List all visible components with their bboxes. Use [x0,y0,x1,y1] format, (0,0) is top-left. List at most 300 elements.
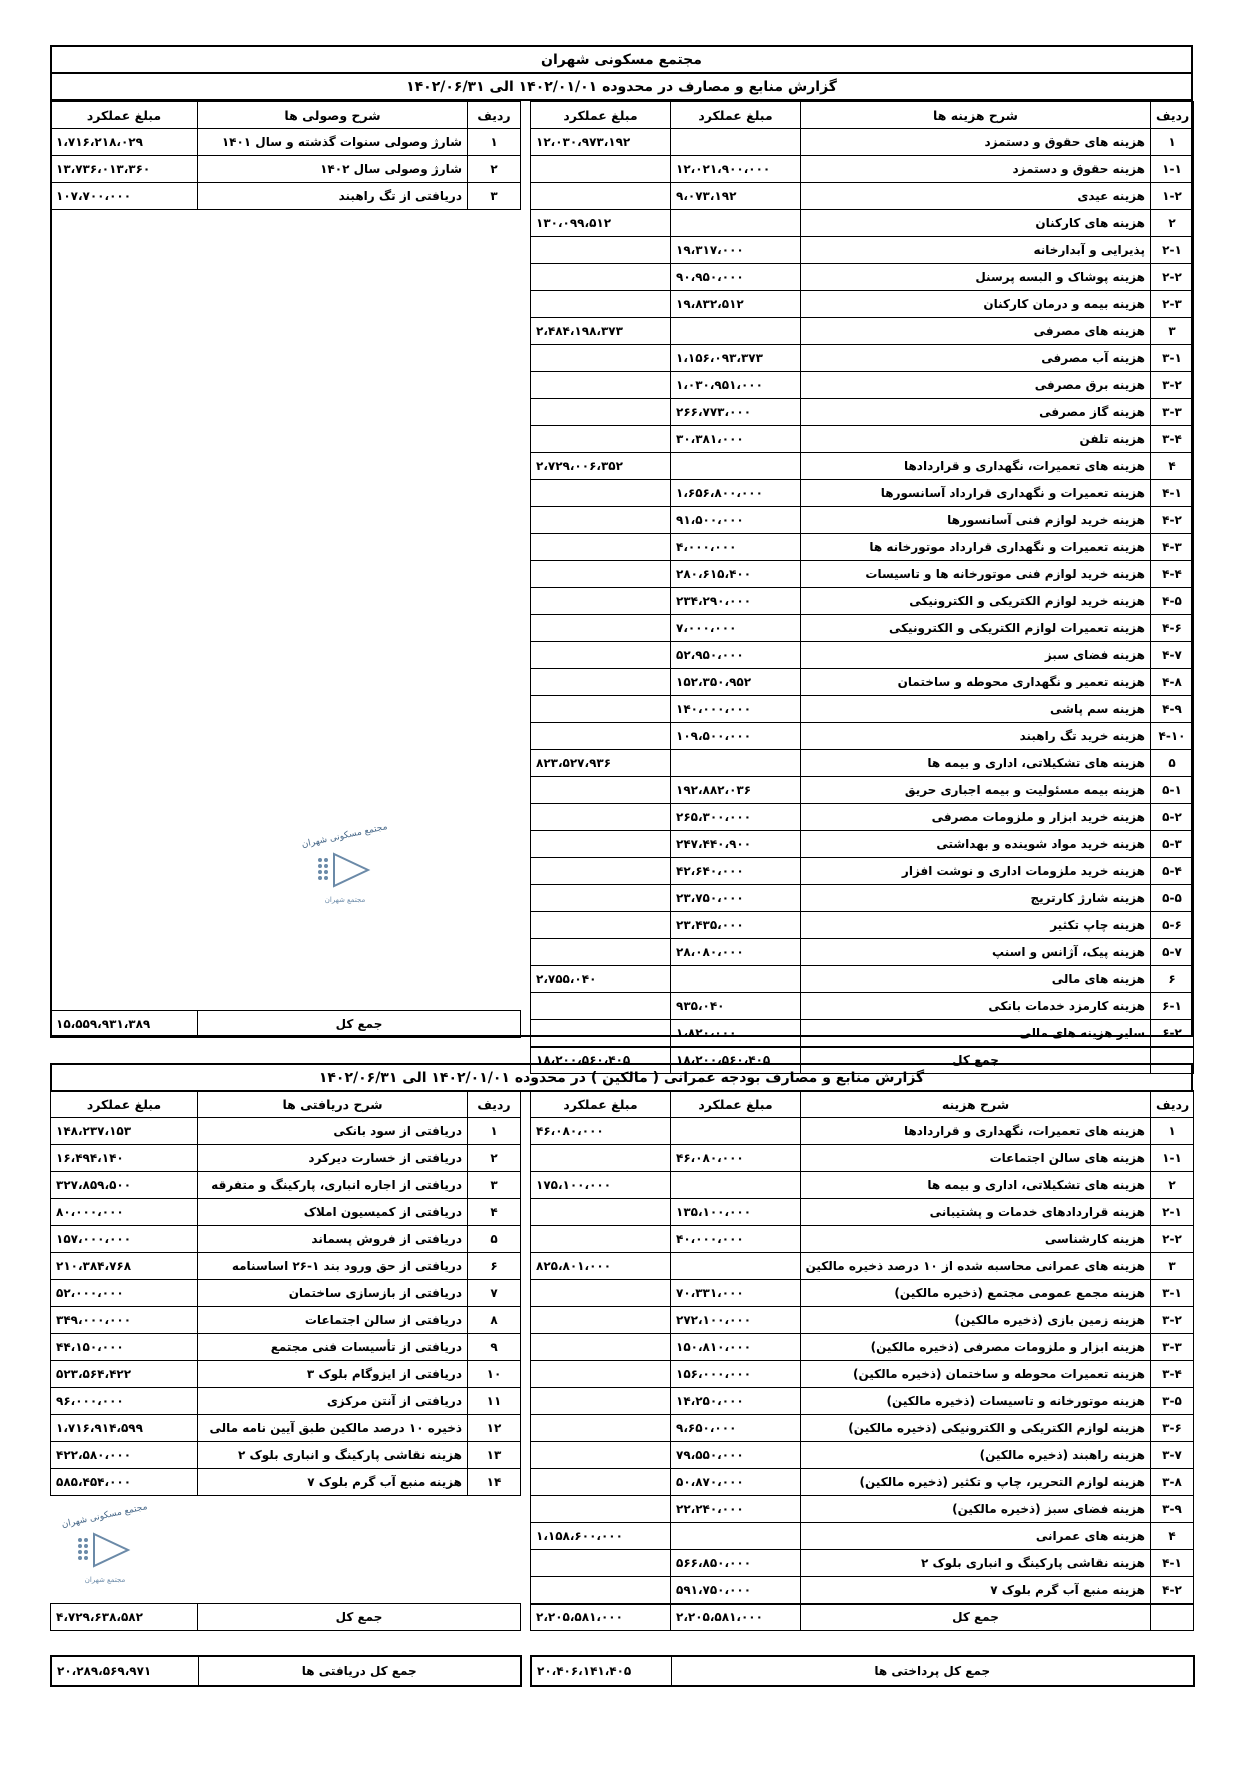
receipt-amount-cell: ۱،۷۱۶،۹۱۴،۵۹۹ [51,1415,198,1442]
expense-total-cell [531,1415,671,1442]
expense-row-number: ۵ [1151,750,1194,777]
receipt-row [51,1172,521,1199]
expense-row-number: ۴-۱ [1151,1550,1194,1577]
expense-row-number: ۵-۱ [1151,777,1194,804]
expense-amount-cell [671,1523,801,1550]
expense-row [531,1415,1194,1442]
receipt-row [51,183,521,210]
expense-row-number: ۲ [1151,210,1194,237]
receipt-row [51,1226,521,1253]
receipt-row [51,1469,521,1496]
receipt-amount-cell: ۱۴۸،۲۳۷،۱۵۳ [51,1118,198,1145]
expense-row-number: ۳-۵ [1151,1388,1194,1415]
expense-row [531,669,1194,696]
receipt-amount-cell: ۹۶،۰۰۰،۰۰۰ [51,1388,198,1415]
expense-amount-cell: ۲۴۷،۴۴۰،۹۰۰ [671,831,801,858]
receipt-row-number: ۱۲ [468,1415,521,1442]
expense-desc-cell: هزینه فضای سبز [801,642,1151,669]
expense-row-number: ۳-۴ [1151,1361,1194,1388]
receipt-row [51,1361,521,1388]
expense-amount-cell: ۱۹،۳۱۷،۰۰۰ [671,237,801,264]
receipt-amount-cell: ۲۱۰،۳۸۴،۷۶۸ [51,1253,198,1280]
expense-desc-cell: هزینه نقاشی پارکینگ و انباری بلوک ۲ [801,1550,1151,1577]
expense-row-number: ۳-۲ [1151,372,1194,399]
expense-total-cell [531,1334,671,1361]
expense-desc-cell: هزینه ابزار و ملزومات مصرفی (ذخیره مالکین) [801,1334,1151,1361]
expense-row [531,1361,1194,1388]
expense-row [531,480,1194,507]
expense-total-cell: ۱،۱۵۸،۶۰۰،۰۰۰ [531,1523,671,1550]
expense-amount-cell [671,318,801,345]
expense-grand-total: ۲،۲۰۵،۵۸۱،۰۰۰ [531,1604,671,1631]
expense-desc-cell: هزینه منبع آب گرم بلوک ۷ [801,1577,1151,1604]
expense-row [531,237,1194,264]
expense-amount-cell: ۴۶،۰۸۰،۰۰۰ [671,1145,801,1172]
expense-row-number: ۴-۹ [1151,696,1194,723]
receipt-header-amount: مبلغ عملکرد [51,102,198,129]
receipt-header-desc: شرح وصولی ها [198,102,468,129]
receipt-amount-cell: ۵۲،۰۰۰،۰۰۰ [51,1280,198,1307]
expense-row [531,291,1194,318]
receipt-row [51,156,521,183]
receipt-header-row: ردیف [468,1091,521,1118]
expense-row [531,264,1194,291]
report2-expense-table [530,1090,1194,1631]
header-amount: مبلغ عملکرد [671,102,801,129]
expense-total-cell [531,804,671,831]
expense-total-cell: ۲،۷۵۵،۰۴۰ [531,966,671,993]
expense-total-cell [531,507,671,534]
header-row: ردیف [1151,1091,1194,1118]
expense-row [531,534,1194,561]
expense-row-number: ۴-۴ [1151,561,1194,588]
expense-amount-cell: ۲۳۴،۲۹۰،۰۰۰ [671,588,801,615]
receipt-row-number: ۱۱ [468,1388,521,1415]
receipt-desc-cell: هزینه منبع آب گرم بلوک ۷ [198,1469,468,1496]
expense-total-cell [531,858,671,885]
expense-amount-cell: ۱۹۲،۸۸۲،۰۳۶ [671,777,801,804]
expense-amount-cell: ۵۹۱،۷۵۰،۰۰۰ [671,1577,801,1604]
receipt-row [51,1388,521,1415]
report2-subtitle: گزارش منابع و مصارف بودجه عمرانی ( مالکین ) در محدوده ۱۴۰۲/۰۱/۰۱ الی ۱۴۰۲/۰۶/۳۱ [51,1064,1192,1091]
receipt-amount-cell: ۵۲۳،۵۶۴،۴۲۲ [51,1361,198,1388]
receipt-row-number: ۵ [468,1226,521,1253]
expense-desc-cell: هزینه های مالی [801,966,1151,993]
expense-total-cell [531,561,671,588]
expense-amount-cell: ۹۱،۵۰۰،۰۰۰ [671,507,801,534]
expense-desc-cell: هزینه گاز مصرفی [801,399,1151,426]
expense-total-cell [531,615,671,642]
expense-row-number: ۲ [1151,1172,1194,1199]
expense-row [531,723,1194,750]
expense-desc-cell: هزینه های عمرانی [801,1523,1151,1550]
expense-row [531,615,1194,642]
expense-desc-cell: هزینه پیک، آژانس و اسنپ [801,939,1151,966]
expense-total-cell [531,1020,671,1047]
expense-row-number: ۳-۱ [1151,1280,1194,1307]
receipt-desc-cell: دریافتی از حق ورود بند ۱-۲۶ اساسنامه [198,1253,468,1280]
expense-total-cell [531,480,671,507]
expense-amount-cell: ۱۵۲،۳۵۰،۹۵۲ [671,669,801,696]
expense-row-number: ۳-۳ [1151,1334,1194,1361]
expense-desc-cell: هزینه های تشکیلاتی، اداری و بیمه ها [801,750,1151,777]
expense-total-cell [531,777,671,804]
receipt-row-number: ۸ [468,1307,521,1334]
expense-total-cell [531,1577,671,1604]
expense-row [531,912,1194,939]
expense-row-number: ۶ [1151,966,1194,993]
expense-row [531,1280,1194,1307]
receipt-row-number: ۱۴ [468,1469,521,1496]
expense-row-number: ۴-۳ [1151,534,1194,561]
receipt-row [51,1118,521,1145]
report1-receipt-table [50,101,521,210]
receipt-row [51,1334,521,1361]
expense-row [531,885,1194,912]
receipts-total-amount: ۲۰،۲۸۹،۵۶۹،۹۷۱ [51,1656,198,1686]
expense-amount-cell: ۱۰۹،۵۰۰،۰۰۰ [671,723,801,750]
expense-row [531,1307,1194,1334]
header-row: ردیف [1151,102,1194,129]
expense-total-cell [531,885,671,912]
expense-row [531,1550,1194,1577]
expense-row [531,399,1194,426]
svg-text:مجتمع مسکونی شهران: مجتمع مسکونی شهران [60,1502,149,1531]
expense-row [531,1496,1194,1523]
svg-text:مجتمع مسکونی شهران: مجتمع مسکونی شهران [300,822,389,851]
header-amount-total: مبلغ عملکرد [531,102,671,129]
receipt-row [51,1199,521,1226]
receipt-grand-total: ۴،۷۲۹،۶۳۸،۵۸۲ [51,1604,198,1631]
report2-receipt-table [50,1090,521,1496]
expense-desc-cell: هزینه های کارکنان [801,210,1151,237]
receipt-grand-total: ۱۵،۵۵۹،۹۳۱،۳۸۹ [51,1011,198,1038]
expense-amount-cell: ۲۶۶،۷۷۳،۰۰۰ [671,399,801,426]
expense-grand-amount: ۲،۲۰۵،۵۸۱،۰۰۰ [671,1604,801,1631]
expense-row-number: ۴ [1151,453,1194,480]
expense-amount-cell [671,1172,801,1199]
receipt-total-label: جمع کل [198,1011,521,1038]
expense-row-number: ۶-۱ [1151,993,1194,1020]
expense-total-cell [531,1442,671,1469]
expense-total-label: جمع کل [801,1047,1151,1074]
expense-amount-cell: ۹۳۵،۰۴۰ [671,993,801,1020]
expense-amount-cell: ۴،۰۰۰،۰۰۰ [671,534,801,561]
expense-row [531,372,1194,399]
receipt-row [51,129,521,156]
expense-total-cell [531,939,671,966]
expense-amount-cell: ۵۶۶،۸۵۰،۰۰۰ [671,1550,801,1577]
expense-row [531,588,1194,615]
receipt-row-number: ۱۳ [468,1442,521,1469]
expense-total-cell [531,1469,671,1496]
expense-amount-cell [671,129,801,156]
expense-row-number: ۳-۲ [1151,1307,1194,1334]
expense-amount-cell: ۷۹،۵۵۰،۰۰۰ [671,1442,801,1469]
receipt-amount-cell: ۱۵۷،۰۰۰،۰۰۰ [51,1226,198,1253]
expense-total-cell: ۱۷۵،۱۰۰،۰۰۰ [531,1172,671,1199]
expense-total-label: جمع کل [801,1604,1151,1631]
receipt-amount-cell: ۸۰،۰۰۰،۰۰۰ [51,1199,198,1226]
svg-text:مجتمع شهران: مجتمع شهران [324,896,366,904]
payments-total-amount: ۲۰،۴۰۶،۱۴۱،۴۰۵ [531,1656,671,1686]
receipt-desc-cell: شارژ وصولی سال ۱۴۰۲ [198,156,468,183]
expense-amount-cell: ۴۰،۰۰۰،۰۰۰ [671,1226,801,1253]
report1-complex-title: مجتمع مسکونی شهران [51,46,1192,73]
expense-amount-cell: ۲۸،۰۸۰،۰۰۰ [671,939,801,966]
expense-row [531,156,1194,183]
expense-row-number: ۳-۹ [1151,1496,1194,1523]
receipt-row-number: ۲ [468,1145,521,1172]
receipt-row [51,1442,521,1469]
expense-total-cell [531,588,671,615]
expense-row [531,318,1194,345]
expense-row-number: ۵-۵ [1151,885,1194,912]
receipt-desc-cell: دریافتی از خسارت دیرکرد [198,1145,468,1172]
receipt-amount-cell: ۵۸۵،۴۵۴،۰۰۰ [51,1469,198,1496]
expense-desc-cell: هزینه پوشاک و البسه پرسنل [801,264,1151,291]
expense-desc-cell: هزینه تعمیرات لوازم الکتریکی و الکترونیکی [801,615,1151,642]
receipt-row-number: ۱ [468,1118,521,1145]
expense-total-cell [531,345,671,372]
receipt-row [51,1253,521,1280]
expense-row-number: ۵-۴ [1151,858,1194,885]
expense-desc-cell: هزینه خرید ملزومات اداری و نوشت افزار [801,858,1151,885]
header-desc: شرح هزینه ها [801,102,1151,129]
expense-total-cell [531,669,671,696]
expense-amount-cell: ۱،۸۲۰،۰۰۰ [671,1020,801,1047]
expense-total-cell [531,426,671,453]
expense-amount-cell: ۱،۱۵۶،۰۹۳،۳۷۳ [671,345,801,372]
receipt-desc-cell: دریافتی از تأسیسات فنی مجتمع [198,1334,468,1361]
expense-amount-cell [671,453,801,480]
expense-row [531,561,1194,588]
expense-amount-cell: ۲۳،۴۳۵،۰۰۰ [671,912,801,939]
expense-total-cell [531,534,671,561]
receipt-desc-cell: دریافتی از اجاره انباری، پارکینگ و متفرقه [198,1172,468,1199]
receipt-row [51,1415,521,1442]
expense-amount-cell: ۹۰،۹۵۰،۰۰۰ [671,264,801,291]
expense-row [531,777,1194,804]
receipt-amount-cell: ۴۲۲،۵۸۰،۰۰۰ [51,1442,198,1469]
expense-amount-cell [671,210,801,237]
expense-row [531,1226,1194,1253]
expense-row-number: ۴-۵ [1151,588,1194,615]
receipt-header-amount: مبلغ عملکرد [51,1091,198,1118]
expense-row [531,966,1194,993]
receipt-row-number: ۱۰ [468,1361,521,1388]
expense-row [531,1334,1194,1361]
expense-row-number: ۳-۸ [1151,1469,1194,1496]
expense-desc-cell: هزینه خرید ابزار و ملزومات مصرفی [801,804,1151,831]
expense-amount-cell: ۱،۶۵۶،۸۰۰،۰۰۰ [671,480,801,507]
expense-row-number: ۵-۲ [1151,804,1194,831]
receipt-row [51,1280,521,1307]
expense-row [531,1523,1194,1550]
receipt-amount-cell: ۳۲۷،۸۵۹،۵۰۰ [51,1172,198,1199]
expense-desc-cell: هزینه موتورخانه و تاسیسات (ذخیره مالکین) [801,1388,1151,1415]
expense-amount-cell: ۵۰،۸۷۰،۰۰۰ [671,1469,801,1496]
expense-desc-cell: هزینه های عمرانی محاسبه شده از ۱۰ درصد ذخیره مالکین [801,1253,1151,1280]
expense-row-number: ۳-۷ [1151,1442,1194,1469]
expense-row-number: ۲-۳ [1151,291,1194,318]
expense-row-number: ۴-۶ [1151,615,1194,642]
expense-desc-cell: هزینه آب مصرفی [801,345,1151,372]
expense-amount-cell: ۱۵۶،۰۰۰،۰۰۰ [671,1361,801,1388]
expense-grand-amount: ۱۸،۲۰۰،۵۶۰،۴۰۵ [671,1047,801,1074]
expense-desc-cell: هزینه چاپ تکثیر [801,912,1151,939]
report1-expense-table [530,101,1194,1074]
grand-total-receipts [50,1655,522,1687]
expense-total-cell [531,264,671,291]
expense-amount-cell: ۲۶۵،۳۰۰،۰۰۰ [671,804,801,831]
expense-desc-cell: هزینه های مصرفی [801,318,1151,345]
expense-row [531,858,1194,885]
receipt-desc-cell: دریافتی از فروش پسماند [198,1226,468,1253]
expense-desc-cell: هزینه قراردادهای خدمات و پشتیبانی [801,1199,1151,1226]
receipt-amount-cell: ۴۴،۱۵۰،۰۰۰ [51,1334,198,1361]
expense-row-number: ۳-۱ [1151,345,1194,372]
expense-row-number: ۳ [1151,1253,1194,1280]
expense-row-number: ۴-۲ [1151,507,1194,534]
expense-total-cell: ۱۳۰،۰۹۹،۵۱۲ [531,210,671,237]
receipt-row-number: ۲ [468,156,521,183]
expense-total-cell [531,372,671,399]
expense-desc-cell: هزینه تلفن [801,426,1151,453]
receipt-desc-cell: دریافتی از سالن اجتماعات [198,1307,468,1334]
header-desc: شرح هزینه [801,1091,1151,1118]
expense-row [531,804,1194,831]
expense-desc-cell: هزینه شارژ کارتریج [801,885,1151,912]
expense-row-number: ۱-۲ [1151,183,1194,210]
payments-total-label: جمع کل پرداختی ها [671,1656,1194,1686]
receipt-amount-cell: ۱۳،۷۳۶،۰۱۳،۳۶۰ [51,156,198,183]
expense-desc-cell: هزینه برق مصرفی [801,372,1151,399]
svg-text:مجتمع شهران: مجتمع شهران [84,1576,126,1584]
expense-desc-cell: هزینه لوازم التحریر، چاپ و تکثیر (ذخیره مالکین) [801,1469,1151,1496]
expense-total-cell [531,1145,671,1172]
expense-desc-cell: سایر هزینه های مالی [801,1020,1151,1047]
expense-desc-cell: هزینه خرید لوازم فنی موتورخانه ها و تاسیسات [801,561,1151,588]
receipt-header-desc: شرح دریافتی ها [198,1091,468,1118]
expense-desc-cell: هزینه تعمیرات و نگهداری قرارداد آسانسورها [801,480,1151,507]
expense-row-number: ۳-۶ [1151,1415,1194,1442]
expense-grand-total: ۱۸،۲۰۰،۵۶۰،۴۰۵ [531,1047,671,1074]
header-amount-total: مبلغ عملکرد [531,1091,671,1118]
expense-row-number: ۶-۲ [1151,1020,1194,1047]
expense-desc-cell: هزینه راهبند (ذخیره مالکین) [801,1442,1151,1469]
expense-amount-cell: ۱۵۰،۸۱۰،۰۰۰ [671,1334,801,1361]
expense-desc-cell: هزینه خرید لوازم فنی آسانسورها [801,507,1151,534]
expense-total-cell [531,696,671,723]
receipt-desc-cell: دریافتی از کمیسیون املاک [198,1199,468,1226]
expense-desc-cell: هزینه خرید مواد شوینده و بهداشتی [801,831,1151,858]
expense-row [531,453,1194,480]
receipt-row-number: ۳ [468,183,521,210]
receipt-amount-cell: ۱۶،۴۹۴،۱۴۰ [51,1145,198,1172]
expense-desc-cell: هزینه سم پاشی [801,696,1151,723]
expense-desc-cell: هزینه زمین بازی (ذخیره مالکین) [801,1307,1151,1334]
expense-desc-cell: هزینه بیمه و درمان کارکنان [801,291,1151,318]
expense-desc-cell: هزینه مجمع عمومی مجتمع (ذخیره مالکین) [801,1280,1151,1307]
expense-total-cell: ۸۲۳،۵۲۷،۹۳۶ [531,750,671,777]
expense-row-number: ۱ [1151,1118,1194,1145]
expense-amount-cell: ۱۴،۲۵۰،۰۰۰ [671,1388,801,1415]
expense-row [531,1577,1194,1604]
expense-total-cell [531,723,671,750]
expense-total-cell [531,993,671,1020]
receipt-row-number: ۴ [468,1199,521,1226]
receipt-desc-cell: دریافتی از سود بانکی [198,1118,468,1145]
expense-row-number: ۱-۱ [1151,156,1194,183]
expense-desc-cell: هزینه های تشکیلاتی، اداری و بیمه ها [801,1172,1151,1199]
expense-desc-cell: هزینه های حقوق و دستمزد [801,129,1151,156]
expense-row-number: ۴ [1151,1523,1194,1550]
expense-row-number: ۱ [1151,129,1194,156]
expense-row-number: ۴-۷ [1151,642,1194,669]
expense-desc-cell: پذیرایی و آبدارخانه [801,237,1151,264]
expense-total-cell [531,1280,671,1307]
expense-amount-cell: ۵۲،۹۵۰،۰۰۰ [671,642,801,669]
expense-desc-cell: هزینه کارشناسی [801,1226,1151,1253]
expense-row [531,1253,1194,1280]
receipt-row-number: ۳ [468,1172,521,1199]
expense-row-number: ۴-۱۰ [1151,723,1194,750]
receipt-amount-cell: ۱،۷۱۶،۲۱۸،۰۲۹ [51,129,198,156]
expense-row [531,993,1194,1020]
receipt-total-label: جمع کل [198,1604,521,1631]
expense-desc-cell: هزینه حقوق و دستمزد [801,156,1151,183]
expense-row [531,1145,1194,1172]
receipt-desc-cell: دریافتی از ایزوگام بلوک ۳ [198,1361,468,1388]
receipt-header-row: ردیف [468,102,521,129]
expense-total-cell [531,912,671,939]
expense-amount-cell: ۱۹،۸۳۲،۵۱۲ [671,291,801,318]
receipt-desc-cell: دریافتی از بازسازی ساختمان [198,1280,468,1307]
expense-row [531,1388,1194,1415]
expense-row [531,642,1194,669]
expense-total-cell: ۸۲۵،۸۰۱،۰۰۰ [531,1253,671,1280]
expense-row [531,696,1194,723]
expense-total-cell [531,291,671,318]
expense-amount-cell: ۱۳۵،۱۰۰،۰۰۰ [671,1199,801,1226]
expense-amount-cell: ۹،۶۵۰،۰۰۰ [671,1415,801,1442]
receipt-row [51,1307,521,1334]
expense-total-cell [531,156,671,183]
expense-row-number: ۲-۲ [1151,264,1194,291]
expense-row-number: ۳-۴ [1151,426,1194,453]
expense-row-number: ۵-۳ [1151,831,1194,858]
expense-amount-cell [671,966,801,993]
expense-total-cell [531,1226,671,1253]
receipt-amount-cell: ۱۰۷،۷۰۰،۰۰۰ [51,183,198,210]
expense-amount-cell: ۲۷۲،۱۰۰،۰۰۰ [671,1307,801,1334]
expense-total-cell [531,831,671,858]
receipt-row-number: ۶ [468,1253,521,1280]
expense-total-cell [531,1550,671,1577]
report1-subtitle: گزارش منابع و مصارف در محدوده ۱۴۰۲/۰۱/۰۱ الی ۱۴۰۲/۰۶/۳۱ [51,73,1192,100]
receipt-desc-cell: دریافتی از تگ راهبند [198,183,468,210]
expense-desc-cell: هزینه تعمیرات و نگهداری قرارداد موتورخانه ها [801,534,1151,561]
expense-row-number: ۲-۲ [1151,1226,1194,1253]
expense-desc-cell: هزینه خرید لوازم الکتریکی و الکترونیکی [801,588,1151,615]
expense-desc-cell: هزینه بیمه مسئولیت و بیمه اجباری حریق [801,777,1151,804]
expense-row [531,210,1194,237]
expense-amount-cell: ۷۰،۳۳۱،۰۰۰ [671,1280,801,1307]
expense-row-number: ۳ [1151,318,1194,345]
expense-row [531,507,1194,534]
expense-amount-cell: ۲۳،۷۵۰،۰۰۰ [671,885,801,912]
